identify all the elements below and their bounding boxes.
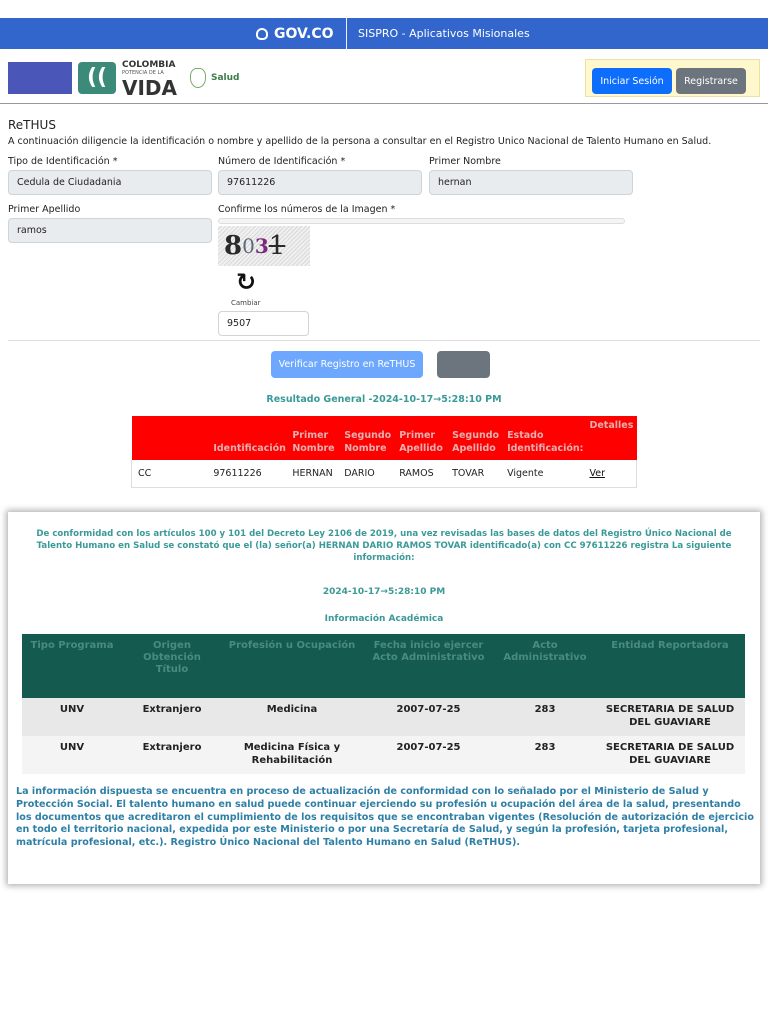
captcha-image [218, 226, 310, 266]
table-row [22, 698, 745, 736]
header-profesion: Profesión u Ocupación [222, 634, 362, 698]
captcha-progress-bar [218, 218, 625, 224]
captcha-digit-2: 0 [242, 234, 255, 258]
legal-notice: La información dispuesta se encuentra en proceso de actualización de conformidad con lo señalado por el Ministerio de Salud y Protección Social. El talento humano en salud puede continuar ejerciendo su profesión u ocupación del área de la salud, presentando los documentos que acreditaron el cumplimiento de los requisitos que se encontraban vigentes (Resolución de autorización de ejercicio en todo el territorio nacional, expedida por este Ministerio o por una Secretaría de Salud, y según la profesión, tarjeta profesional, matrícula profesional, etc.). Registro Único Nacional del Talento Humano en Salud (ReTHUS). [16, 786, 754, 848]
cell-profesion: Medicina [222, 698, 362, 736]
form-divider [8, 340, 760, 341]
primer-nombre-input[interactable]: hernan [429, 170, 633, 195]
academic-table-header [22, 634, 745, 698]
header-segundo-nombre: Segundo Nombre [341, 416, 396, 460]
gov-shield-icon [256, 28, 268, 40]
cell-tipo: CC [132, 460, 211, 487]
gov-co-text: GOV.CO [274, 25, 334, 42]
colombia-vida-logo [78, 60, 178, 98]
cell-primer-apellido: RAMOS [396, 460, 449, 487]
cell-origen: Extranjero [122, 736, 222, 774]
result-table [131, 416, 637, 488]
page-title: ReTHUS [8, 118, 56, 132]
sispro-section-link[interactable]: SISPRO - Aplicativos Misionales [358, 27, 530, 40]
tipo-identificacion-select[interactable]: Cedula de Ciudadania [8, 170, 212, 195]
secondary-button[interactable] [437, 351, 490, 378]
certificate-panel [8, 512, 760, 884]
cell-fecha: 2007-07-25 [362, 736, 495, 774]
salud-logo [190, 68, 240, 88]
captcha-digit-1: 8 [224, 231, 243, 261]
primer-apellido-input[interactable]: ramos [8, 218, 212, 243]
cell-fecha: 2007-07-25 [362, 698, 495, 736]
captcha-digit-4: 1 [268, 231, 286, 261]
table-row [22, 736, 745, 774]
cambiar-captcha-link[interactable]: Cambiar [231, 299, 261, 307]
gov-bar [0, 18, 768, 49]
cell-tipo-programa: UNV [22, 736, 122, 774]
header-segundo-apellido: Segundo Apellido [449, 416, 504, 460]
header-primer-apellido: Primer Apellido [396, 416, 449, 460]
result-table-header [132, 416, 637, 460]
refresh-captcha-icon[interactable]: ↻ [235, 268, 257, 296]
numero-identificacion-label: Número de Identificación * [218, 156, 346, 167]
gov-co-logo[interactable] [256, 18, 346, 49]
primer-apellido-label: Primer Apellido [8, 204, 81, 215]
result-title: Resultado General -2024-10-17→5:28:10 PM [266, 394, 502, 405]
gov-bar-divider [346, 18, 347, 49]
cell-detalles [586, 460, 636, 487]
brand-line-2: POTENCIA DE LA [122, 70, 164, 76]
login-button[interactable]: Iniciar Sesión [592, 68, 672, 94]
academic-table [22, 634, 745, 774]
auth-box [585, 59, 760, 97]
cell-segundo-nombre: DARIO [341, 460, 396, 487]
numero-identificacion-input[interactable]: 97611226 [218, 170, 422, 195]
header-tipo [132, 416, 211, 460]
header-fecha-inicio: Fecha inicio ejercer Acto Administrativo [362, 634, 495, 698]
academic-info-title: Información Académica [324, 614, 444, 624]
cell-primer-nombre: HERNAN [289, 460, 341, 487]
certificate-statement: De conformidad con los artículos 100 y 101 del Decreto Ley 2106 de 2019, una vez revisadas las bases de datos del Registro Único Nacional de Talento Humano en Salud se constató que el (la) señor(a) HERNAN DARIO RAMOS TOVAR identificado(a) con CC 97611226 registra La siguiente información: [36, 529, 732, 564]
header-acto: Acto Administrativo [495, 634, 595, 698]
header-entidad: Entidad Reportadora [595, 634, 745, 698]
header-detalles: Detalles [586, 416, 636, 460]
header-primer-nombre: Primer Nombre [289, 416, 341, 460]
cell-origen: Extranjero [122, 698, 222, 736]
captcha-label: Confirme los números de la Imagen * [218, 204, 396, 215]
header-tipo-programa: Tipo Programa [22, 634, 122, 698]
cell-estado: Vigente [504, 460, 586, 487]
captcha-digit-3: 3 [254, 234, 269, 258]
captcha-input[interactable]: 9507 [218, 311, 309, 336]
cell-tipo-programa: UNV [22, 698, 122, 736]
brand-line-1: COLOMBIA [122, 60, 176, 70]
salud-text: Salud [211, 73, 240, 83]
cell-acto: 283 [495, 736, 595, 774]
ver-details-link[interactable]: Ver [589, 467, 605, 479]
cell-acto: 283 [495, 698, 595, 736]
cell-profesion: Medicina Física y Rehabilitación [222, 736, 362, 774]
logo-placeholder [8, 62, 72, 94]
cell-segundo-apellido: TOVAR [449, 460, 504, 487]
cell-identificacion: 97611226 [210, 460, 289, 487]
table-row [132, 460, 637, 487]
colombia-mark-icon: (( [78, 62, 116, 94]
salud-emblem-icon [190, 68, 206, 88]
certificate-date: 2024-10-17→5:28:10 PM [322, 587, 446, 597]
tipo-identificacion-label: Tipo de Identificación * [8, 156, 118, 167]
header-origen: Origen Obtención Título [122, 634, 222, 698]
header-identificacion: Identificación [210, 416, 289, 460]
cell-entidad: SECRETARIA DE SALUD DEL GUAVIARE [595, 736, 745, 774]
primer-nombre-label: Primer Nombre [429, 156, 501, 167]
page-description: A continuación diligencie la identificación o nombre y apellido de la persona a consultar en el Registro Unico Nacional de Talento Humano en Salud. [8, 136, 712, 147]
header-estado: Estado Identificación: [504, 416, 586, 460]
register-button[interactable]: Registrarse [676, 68, 746, 94]
verify-rethus-button[interactable]: Verificar Registro en ReTHUS [271, 351, 423, 378]
cell-entidad: SECRETARIA DE SALUD DEL GUAVIARE [595, 698, 745, 736]
site-header [0, 56, 768, 104]
brand-line-3: VIDA [122, 76, 177, 100]
